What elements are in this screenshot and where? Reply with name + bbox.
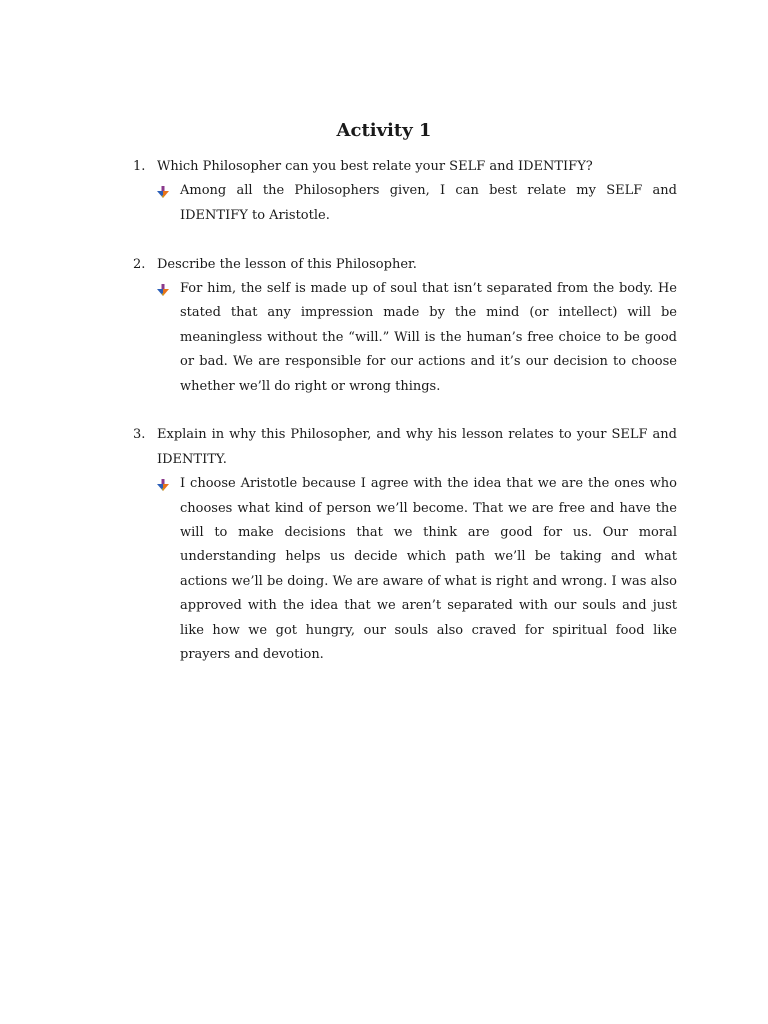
answer-item [157, 472, 677, 667]
question-2 [133, 253, 677, 399]
answer-item [157, 179, 677, 228]
page-title: Activity 1 [336, 120, 432, 141]
answer-item [157, 277, 677, 399]
question-number: 2. [133, 256, 146, 272]
answer-text: For him, the self is made up of soul that isn’t separated from the body. He stated that any impression made by the mind (or intellect) will be meaningless without the “will.” Will is the human’s free choice to be good or bad. We are responsible for our actions and it’s our decision to choose whether we’ll do right or wrong things. [180, 281, 677, 394]
answer-text: Among all the Philosophers given, I can best relate my SELF and IDENTIFY to Aristotle. [180, 183, 677, 223]
answer-text: I choose Aristotle because I agree with the idea that we are the ones who chooses what kind of person we’ll become. That we are free and have the will to make decisions that we think are good for us. Our moral understanding helps us decide which path we’ll be taking and what actions we’ll be doing. We are aware of what is right and wrong. I was also approved with the idea that we aren’t separated with our souls and just like how we got hungry, our souls also craved for spiritual food like prayers and devotion. [180, 476, 677, 663]
question-text: Describe the lesson of this Philosopher. [157, 256, 417, 272]
question-text: Explain in why this Philosopher, and why his lesson relates to your SELF and IDENTITY. [157, 427, 677, 467]
question-number: 3. [133, 427, 146, 443]
arrow-bullet-icon [157, 472, 180, 667]
question-number: 1. [133, 159, 146, 174]
question-1 [133, 155, 677, 228]
arrow-bullet-icon [157, 179, 180, 228]
question-text: Which Philosopher can you best relate your SELF and IDENTIFY? [157, 159, 593, 174]
arrow-bullet-icon [157, 277, 180, 399]
question-3 [133, 423, 677, 667]
question-list [133, 155, 677, 692]
